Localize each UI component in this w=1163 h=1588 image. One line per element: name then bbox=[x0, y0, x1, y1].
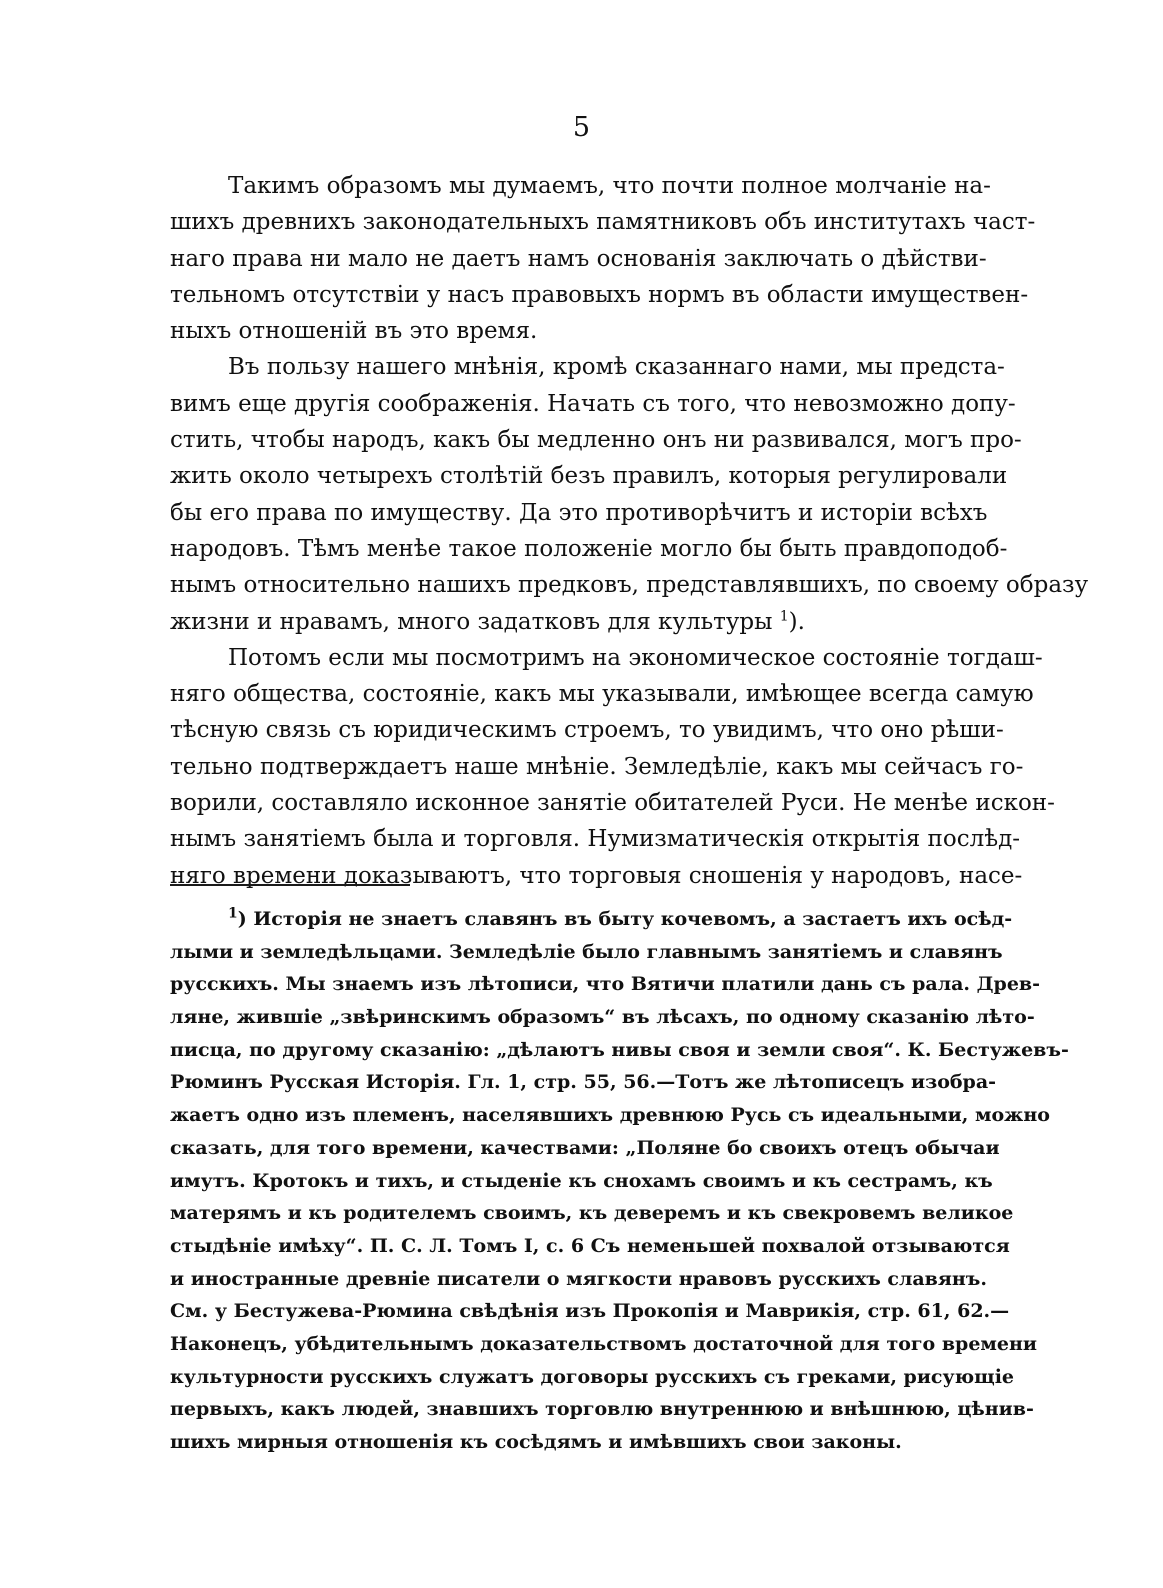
footnote-line: ляне, жившіе „звѣринскимъ образомъ“ въ лѣсахъ, по одному сказанію лѣто- bbox=[170, 1006, 1035, 1029]
paragraph-3-line: нымъ занятіемъ была и торговля. Нумизматическія открытія послѣд- bbox=[170, 826, 1021, 853]
paragraph-2-line: жить около четырехъ столѣтій безъ правилъ, которыя регулировали bbox=[170, 463, 1008, 490]
paragraph-1-line: ныхъ отношеній въ это время. bbox=[170, 318, 538, 345]
footnote-line: матерямъ и къ родителемъ своимъ, къ деверемъ и къ свекровемъ великое bbox=[170, 1202, 1014, 1225]
footnote-first-text: ) Исторія не знаетъ славянъ въ быту кочевомъ, а застаетъ ихъ осѣд- bbox=[237, 908, 1013, 930]
footnote-line: культурности русскихъ служатъ договоры русскихъ съ греками, рисующіе bbox=[170, 1365, 1015, 1388]
paragraph-3-line: ворили, составляло исконное занятіе обитателей Руси. Не менѣе искон- bbox=[170, 790, 1055, 817]
footnote-line: имутъ. Кротокъ и тихъ, и стыденіе къ снохамъ своимъ и къ сестрамъ, къ bbox=[170, 1169, 993, 1192]
paragraph-1-line: наго права ни мало не даетъ намъ основанія заключать о дѣйстви- bbox=[170, 245, 987, 272]
paragraph-2-last-line bbox=[170, 604, 980, 640]
footnote-reference: 1 bbox=[779, 607, 789, 624]
footnote-line: См. у Бестужева-Рюмина свѣдѣнія изъ Прокопія и Маврикія, стр. 61, 62.— bbox=[170, 1300, 1010, 1323]
paragraph-2-line: стить, чтобы народъ, какъ бы медленно онъ ни развивался, могъ про- bbox=[170, 427, 1022, 454]
footnote bbox=[170, 903, 1069, 1459]
paragraph-3-line: няго общества, состояніе, какъ мы указывали, имѣющее всегда самую bbox=[170, 681, 1034, 708]
footnote-line: Наконецъ, убѣдительнымъ доказательствомъ достаточной для того времени bbox=[170, 1332, 1037, 1355]
paragraph-3-line: Потомъ если мы посмотримъ на экономическое состояніе тогдаш- bbox=[228, 644, 1043, 671]
footnote-line: и иностранные древніе писатели о мягкости нравовъ русскихъ славянъ. bbox=[170, 1267, 987, 1290]
paragraph-2-line: народовъ. Тѣмъ менѣе такое положеніе могло бы быть правдоподоб- bbox=[170, 535, 1008, 562]
footnote-line: жаетъ одно изъ племенъ, населявшихъ древнюю Русь съ идеальными, можно bbox=[170, 1104, 1050, 1127]
footnote-line: лыми и земледѣльцами. Земледѣліе было главнымъ занятіемъ и славянъ bbox=[170, 940, 1003, 963]
paragraph-2-end: ). bbox=[788, 608, 805, 635]
paragraph-2-line: бы его права по имуществу. Да это противорѣчитъ и исторіи всѣхъ bbox=[170, 499, 988, 526]
footnote-first-line bbox=[170, 903, 1013, 936]
footnote-line: писца, по другому сказанію: „дѣлаютъ нивы своя и земли своя“. К. Бестужевъ- bbox=[170, 1038, 1069, 1061]
paragraph-1-line: шихъ древнихъ законодательныхъ памятниковъ объ институтахъ част- bbox=[170, 209, 1036, 236]
paragraph-2-line: Въ пользу нашего мнѣнія, кромѣ сказаннаго нами, мы предста- bbox=[228, 354, 1005, 381]
main-text bbox=[170, 168, 1089, 894]
page-number: 5 bbox=[572, 112, 591, 143]
footnote-line: русскихъ. Мы знаемъ изъ лѣтописи, что Вятичи платили дань съ рала. Древ- bbox=[170, 973, 1041, 996]
footnote-line: Рюминъ Русская Исторія. Гл. 1, стр. 55, 56.—Тотъ же лѣтописецъ изобра- bbox=[170, 1071, 997, 1094]
footnote-separator bbox=[170, 884, 410, 886]
paragraph-3-line: тельно подтверждаетъ наше мнѣніе. Земледѣліе, какъ мы сейчасъ го- bbox=[170, 753, 1024, 780]
paragraph-3-line: няго времени доказываютъ, что торговыя сношенія у народовъ, насе- bbox=[170, 862, 1023, 889]
paragraph-2-last-text: жизни и нравамъ, много задатковъ для культуры bbox=[170, 608, 773, 635]
paragraph-1-line: тельномъ отсутствіи у насъ правовыхъ нормъ въ области имуществен- bbox=[170, 281, 1029, 308]
footnote-line: сказать, для того времени, качествами: „Поляне бо своихъ отецъ обычаи bbox=[170, 1136, 1000, 1159]
paragraph-2-line: вимъ еще другія соображенія. Начать съ того, что невозможно допу- bbox=[170, 390, 1016, 417]
footnote-marker: 1 bbox=[228, 905, 238, 922]
footnote-last-line: шихъ мирныя отношенія къ сосѣдямъ и имѣвшихъ свои законы. bbox=[170, 1431, 902, 1453]
paragraph-2-line: нымъ относительно нашихъ предковъ, представлявшихъ, по своему образу bbox=[170, 572, 1089, 599]
paragraph-1-line: Такимъ образомъ мы думаемъ, что почти полное молчаніе на- bbox=[228, 173, 991, 199]
paragraph-3-line: тѣсную связь съ юридическимъ строемъ, то увидимъ, что оно рѣши- bbox=[170, 717, 1004, 744]
footnote-line: стыдѣніе имѣху“. П. С. Л. Томъ I, с. 6 Съ неменьшей похвалой отзываются bbox=[170, 1234, 1010, 1257]
footnote-line: первыхъ, какъ людей, знавшихъ торговлю внутреннюю и внѣшнюю, цѣнив- bbox=[170, 1398, 1034, 1421]
